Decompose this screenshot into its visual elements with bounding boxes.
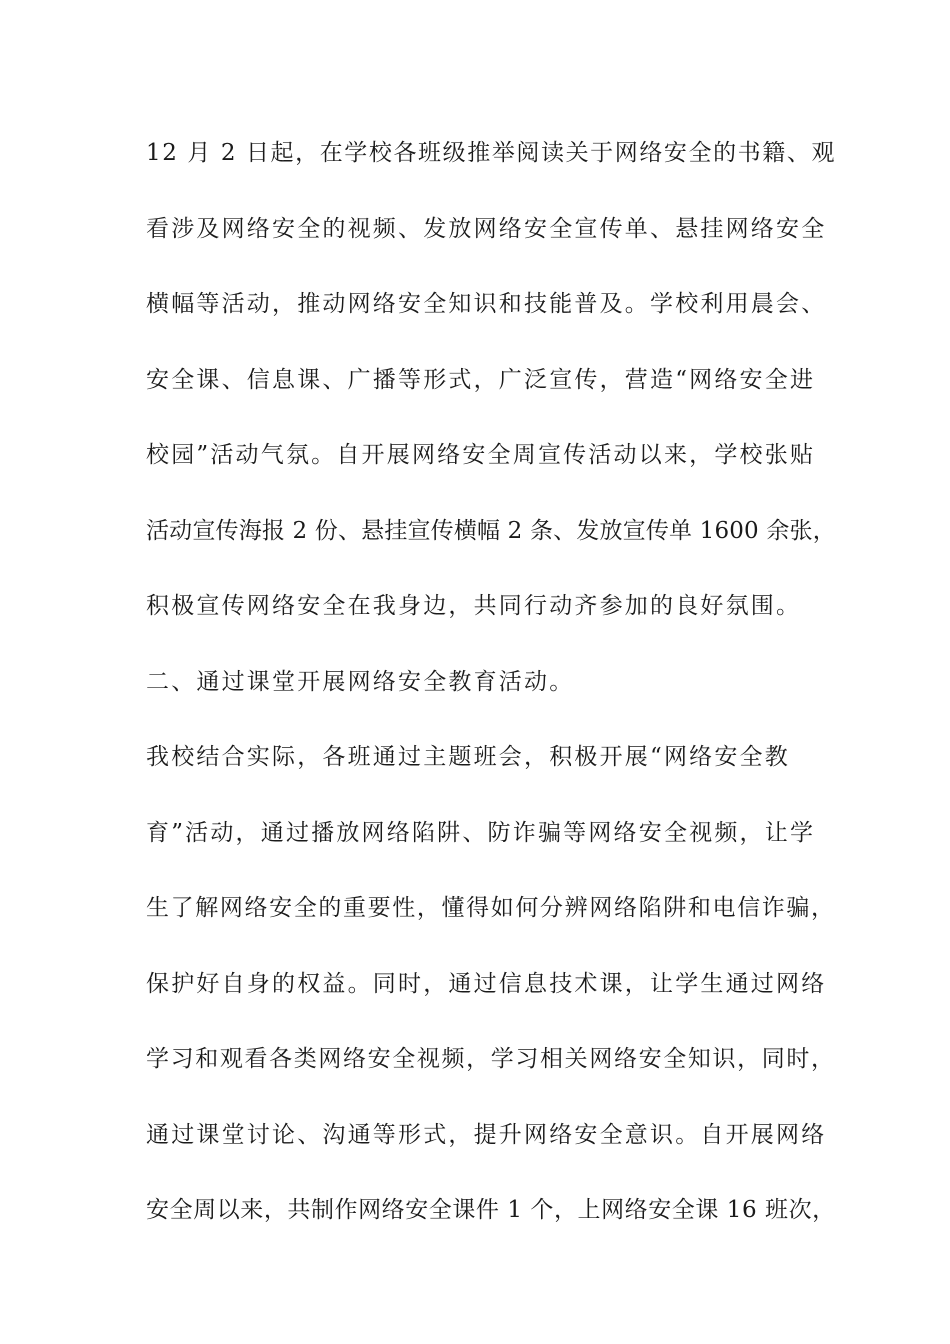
text-line: 12 月 2 日起，在学校各班级推举阅读关于网络安全的书籍、观	[146, 140, 837, 166]
text-line: 活动宣传海报 2 份、悬挂宣传横幅 2 条、发放宣传单 1600 余张，	[146, 517, 836, 544]
text-line: 生了解网络安全的重要性，懂得如何分辨网络陷阱和电信诈骗，	[146, 895, 836, 921]
text-line: 安全课、信息课、广播等形式，广泛宣传，营造“网络安全进	[146, 366, 816, 393]
text-line: 育”活动，通过播放网络陷阱、防诈骗等网络安全视频，让学	[146, 819, 816, 846]
text-line: 保护好自身的权益。同时，通过信息技术课，让学生通过网络	[146, 970, 827, 997]
section-heading: 二、通过课堂开展网络安全教育活动。	[146, 668, 575, 695]
text-line: 学习和观看各类网络安全视频，学习相关网络安全知识，同时，	[146, 1046, 836, 1072]
text-line: 校园”活动气氛。自开展网络安全周宣传活动以来，学校张贴	[146, 442, 816, 468]
text-line: 横幅等活动，推动网络安全知识和技能普及。学校利用晨会、	[146, 291, 827, 317]
text-line: 我校结合实际，各班通过主题班会，积极开展“网络安全教	[146, 744, 790, 770]
text-line: 积极宣传网络安全在我身边，共同行动齐参加的良好氛围。	[146, 593, 802, 619]
document-body	[146, 133, 837, 1266]
text-line: 看涉及网络安全的视频、发放网络安全宣传单、悬挂网络安全	[146, 215, 827, 242]
text-line: 通过课堂讨论、沟通等形式，提升网络安全意识。自开展网络	[146, 1121, 827, 1148]
text-line: 安全周以来，共制作网络安全课件 1 个，上网络安全课 16 班次，	[146, 1197, 836, 1223]
